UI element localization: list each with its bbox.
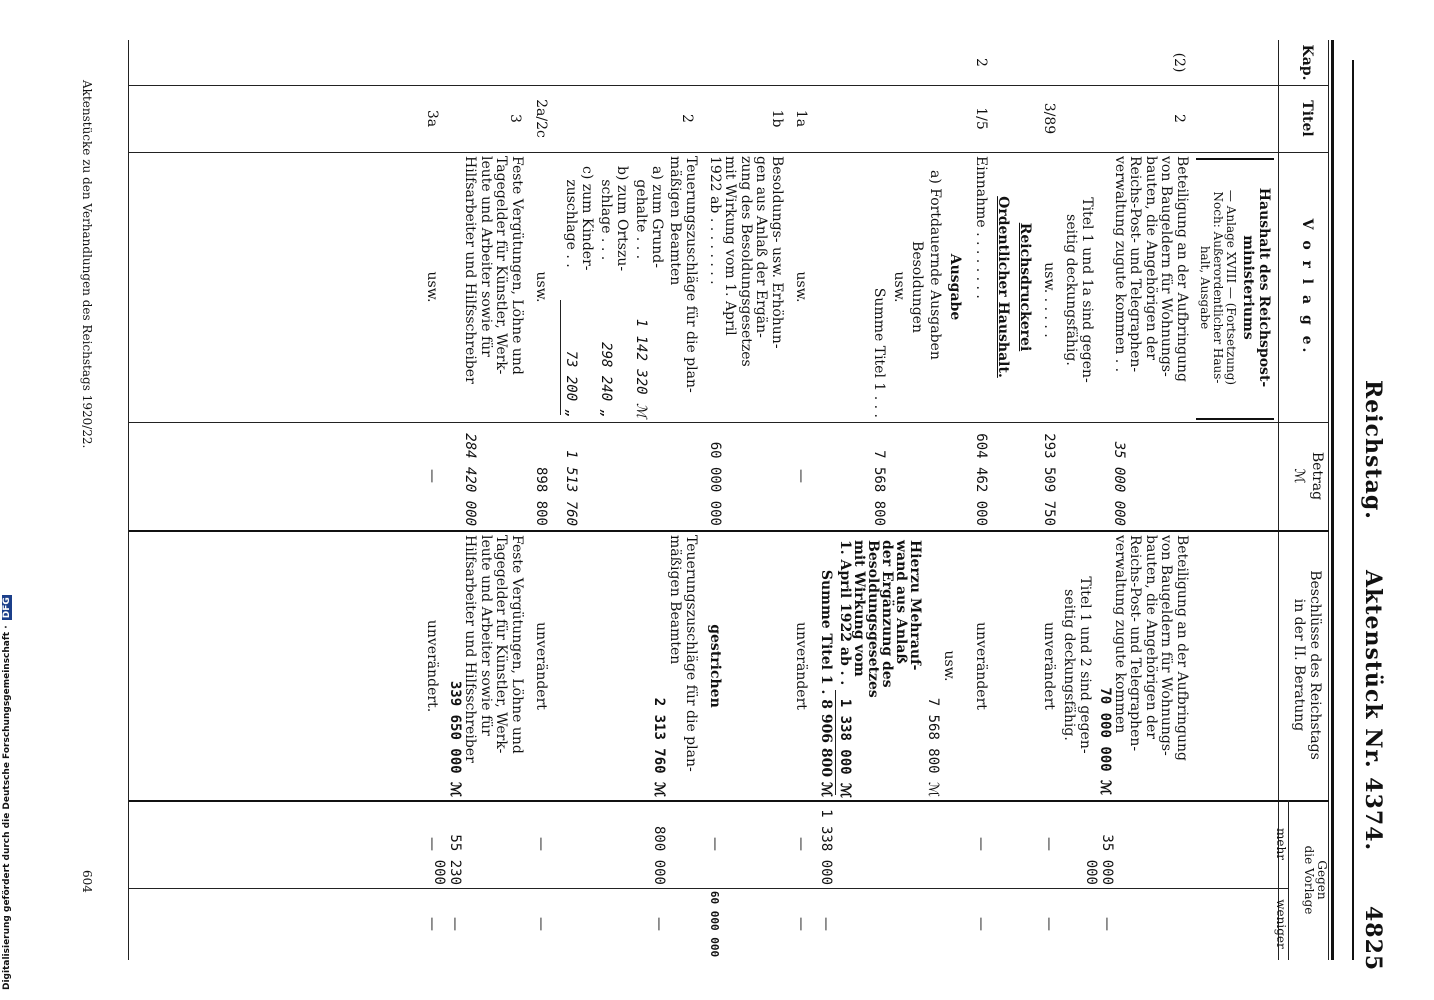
feste-weniger: — bbox=[447, 917, 463, 931]
summe1-weniger: — bbox=[818, 917, 834, 931]
r1-mehr: 35 000 000 bbox=[1083, 834, 1115, 894]
teuerung-mehr: 800 000 bbox=[651, 825, 667, 885]
funding-note-text: Digitalisierung gefördert durch die Deutsche Forschungsgemeinschaft · bbox=[2, 625, 12, 990]
r3-kap: 2 bbox=[973, 58, 989, 67]
r3-beschl: unverändert bbox=[973, 622, 989, 710]
col-head-mehr: mehr bbox=[1274, 828, 1288, 860]
col-head-weniger: weniger bbox=[1274, 899, 1288, 949]
r1b-text: Titel 1 und 1a sind gegen- seitig deckungsfähig. bbox=[1063, 197, 1095, 383]
r1a-text: usw. bbox=[793, 271, 809, 303]
dfg-logo: DFG bbox=[2, 597, 12, 619]
r2-mehr: — bbox=[1041, 837, 1057, 851]
r1-beschl-sum: 70 000 000 ℳ bbox=[1097, 687, 1113, 795]
col-head-vorlage: V o r l a g e. bbox=[1299, 218, 1315, 356]
r1-weniger: — bbox=[1099, 917, 1115, 931]
r1bb-betrag: 60 000 000 bbox=[707, 441, 723, 526]
page-number: 4825 bbox=[1360, 906, 1386, 972]
summe1-betrag: 7 568 800 bbox=[871, 450, 887, 526]
ausgabe-heading: Ausgabe bbox=[947, 253, 963, 321]
r1-beschl: Beteiligung an der Aufbringung von Baugeldern für Wohnungs- bauten, die Angehörigen der Reichs-Post- und Telegraphen- verwaltung zugute kommen bbox=[1112, 535, 1190, 761]
r2a-mehr: — bbox=[533, 837, 549, 851]
summe1-beschl-val: 7 568 800 ℳ bbox=[925, 697, 941, 797]
haushalt-anlage: — Anlage XVIII — (Fortsetzung) bbox=[1224, 189, 1238, 386]
r2-titel: 3/89 bbox=[1041, 102, 1057, 135]
col-head-betrag: Betrag bbox=[1309, 451, 1325, 501]
feste-beschl: Feste Vergütungen, Löhne und Tagegelder für Künstler, Werk- leute und Arbeiter sowie für Hilfsarbeiter und Hilfsschreiber bbox=[462, 535, 525, 763]
feste-text: Feste Vergütungen, Löhne und Tagegelder für Künstler, Werk- leute und Arbeiter sowie für Hilfsarbeiter und Hilfsschreiber bbox=[462, 156, 525, 384]
col-sep-vorlage bbox=[129, 422, 1329, 423]
teuerung-beschl: Teuerungszuschläge für die plan- mäßigen Beamten bbox=[667, 535, 699, 772]
r1-text: Beteiligung an der Aufbringung von Baugeldern für Wohnungs- bauten, die Angehörigen der Reichs-Post- und Telegraphen- verwaltung zugute kommen . . bbox=[1112, 156, 1190, 382]
teuerung-weniger: — bbox=[651, 917, 667, 931]
col-head-titel: Titel bbox=[1299, 100, 1315, 137]
r3-weniger: — bbox=[973, 917, 989, 931]
col-sep-titel bbox=[129, 152, 1329, 153]
r1a-mehr: — bbox=[793, 837, 809, 851]
ordentlicher-heading: Ordentlicher Haushalt. bbox=[995, 196, 1011, 378]
r1a-titel: 1a bbox=[793, 109, 809, 128]
r2-beschl: unverändert bbox=[1041, 622, 1057, 710]
feste-beschl-val: 339 650 000 ℳ bbox=[447, 680, 463, 797]
r1a-beschl: unverändert bbox=[793, 622, 809, 710]
r3-betrag: 604 462 000 bbox=[973, 433, 989, 526]
r1-kap: (2) bbox=[1171, 52, 1187, 73]
col-sep-betrag bbox=[129, 530, 1329, 532]
teuerung-b-val: 298 240 „ bbox=[598, 342, 614, 418]
r1a-weniger: — bbox=[793, 917, 809, 931]
teuerung-text: Teuerungszuschläge für die plan- mäßigen Beamten bbox=[667, 156, 699, 393]
teuerung-sum-rule bbox=[560, 300, 561, 415]
r2-text: usw. . . . . . bbox=[1041, 262, 1057, 338]
haushalt-title: Haushalt des Reichspost- ministeriums bbox=[1240, 187, 1272, 388]
summe1-mehr: 1 338 000 bbox=[818, 809, 834, 885]
teuerung-b: b) zum Ortszu- schlage . . . bbox=[598, 166, 630, 272]
feste-mehr: 55 230 000 bbox=[431, 834, 463, 894]
summe1-text: Summe Titel 1 . . . bbox=[871, 287, 887, 418]
r3a-titel: 3a bbox=[424, 109, 440, 128]
r3a-beschl: unverändert. bbox=[424, 619, 440, 713]
teuerung-a: a) zum Grund- gehalte . . . bbox=[633, 166, 665, 268]
r1bb-weniger: 60 000 000 bbox=[708, 890, 721, 958]
r1a-betrag: — bbox=[793, 469, 809, 483]
hierzu-val: 1 338 000 ℳ bbox=[837, 698, 853, 798]
r3b-titel: 3 bbox=[507, 114, 523, 123]
r2a-beschl: unverändert bbox=[533, 622, 549, 710]
usw-1: usw. bbox=[891, 271, 907, 303]
r2-weniger: — bbox=[1041, 917, 1057, 931]
r2a-titel: 2a/2c bbox=[533, 99, 549, 138]
col-head-beschluesse: Beschlüsse des Reichstags in der II. Beratung bbox=[1291, 570, 1323, 760]
reichsdruckerei-heading: Reichsdruckerei bbox=[1017, 222, 1033, 352]
r3a-weniger: — bbox=[424, 917, 440, 931]
summe1-beschl-sum: Summe Titel 1 . 8 906 800 ℳ bbox=[818, 569, 834, 797]
header-rule-1 bbox=[1352, 60, 1354, 960]
footer-left: Aktenstücke zu den Verhandlungen des Reichstags 1920/22. bbox=[80, 80, 94, 449]
footer-right: 604 bbox=[80, 870, 94, 893]
summe1-beschl-usw: usw. bbox=[941, 650, 957, 682]
r2a-text: usw. bbox=[533, 271, 549, 303]
r3-titel: 1/5 bbox=[973, 107, 989, 130]
r1bb-beschl: gestrichen bbox=[707, 624, 723, 708]
gegen-subheader-rule bbox=[1288, 800, 1289, 960]
r3-text: Einnahme . . . . . . . . bbox=[973, 156, 989, 299]
table-bottom-rule bbox=[128, 40, 129, 960]
r1-betrag: 35 000 000 bbox=[1111, 441, 1127, 526]
r2a-betrag: 898 800 bbox=[533, 466, 549, 526]
r2-betrag: 293 509 750 bbox=[1041, 433, 1057, 526]
r1bb-text: Besoldungs- usw. Erhöhun- gen aus Anlaß der Ergän- zung des Besoldungsgesetzes mit Wirkung vom 1. April 1922 ab . . . . . . . . bbox=[707, 156, 785, 367]
col-head-kap: Kap. bbox=[1299, 44, 1315, 81]
r3a-text: usw. bbox=[424, 271, 440, 303]
col-sep-beschl bbox=[129, 800, 1329, 802]
r3a-betrag: — bbox=[424, 469, 440, 483]
r1bb-titel: 1b bbox=[769, 109, 785, 128]
r2a-weniger: — bbox=[533, 917, 549, 931]
r1b-beschl: Titel 1 und 2 sind gegen- seitig deckungsfähig. bbox=[1061, 576, 1093, 754]
teuerung-a-val: 1 142 320 ℳ bbox=[633, 318, 649, 418]
header-rule-2 bbox=[1331, 40, 1334, 960]
r1bb-mehr: — bbox=[707, 837, 723, 851]
r2b-titel: 2 bbox=[679, 114, 695, 123]
besoldungen-heading: Besoldungen bbox=[909, 241, 925, 333]
r3a-mehr: — bbox=[424, 837, 440, 851]
header-title: Reichstag. bbox=[1360, 380, 1386, 520]
teuerung-betrag: 1 513 760 bbox=[563, 450, 579, 526]
teuerung-c: c) zum Kinder- zuschlage . . bbox=[563, 166, 595, 271]
haushalt-noch: Noch: Außerordentlicher Haus- halt, Ausgabe bbox=[1198, 191, 1225, 384]
teuerung-c-val: 73 200 „ bbox=[563, 350, 579, 418]
r3-mehr: — bbox=[973, 837, 989, 851]
hierzu-text: Hierzu Mehrauf- wand aus Anlaß der Ergänzung des Besoldungsgesetzes mit Wirkung vom 1. April 1922 ab . . bbox=[837, 540, 923, 698]
header-doc: Aktenstück Nr. 4374. bbox=[1360, 570, 1386, 852]
hierzu-sum-rule bbox=[835, 690, 836, 795]
fortdauernde-heading: a) Fortdauernde Ausgaben bbox=[927, 170, 943, 360]
col-head-betrag-unit: ℳ bbox=[1291, 468, 1307, 484]
r1-titel: 2 bbox=[1171, 114, 1187, 123]
feste-betrag: 284 420 000 bbox=[462, 433, 478, 526]
col-sep-kap bbox=[129, 85, 1329, 86]
col-head-gegen: Gegen die Vorlage bbox=[1302, 845, 1329, 915]
teuerung-beschl-val: 2 313 760 ℳ bbox=[651, 697, 667, 797]
header-rule-3 bbox=[1328, 40, 1329, 960]
